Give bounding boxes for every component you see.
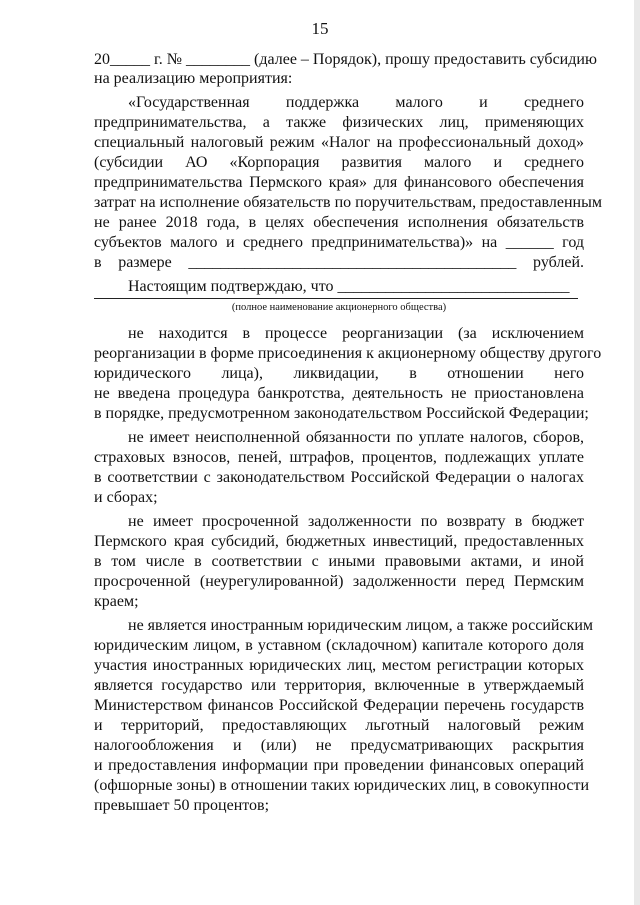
text-line: просроченной (неурегулированной) задолженности перед Пермским xyxy=(94,573,584,590)
text-line: 20_____ г. № ________ (далее – Порядок), прошу предоставить субсидию xyxy=(94,51,597,68)
text-line: не введена процедура банкротства, деятельность не приостановлена xyxy=(94,385,584,402)
signature-line xyxy=(94,298,578,299)
text-line: участия иностранных юридических лиц, местом регистрации которых xyxy=(94,657,584,674)
page-number: 15 xyxy=(311,19,329,38)
text-line: юридического лица), ликвидации, в отношении него xyxy=(94,365,584,382)
text-line: не ранее 2018 года, в целях обеспечения исполнения обязательств xyxy=(94,214,584,231)
text-line: не имеет просроченной задолженности по возврату в бюджет xyxy=(128,513,584,530)
text-line: не является иностранным юридическим лицом, а также российским xyxy=(128,617,594,634)
text-line: страховых взносов, пеней, штрафов, процентов, подлежащих уплате xyxy=(94,449,584,466)
text-line: затрат на исполнение обязательств по поручительствам, предоставленным xyxy=(94,194,602,211)
text-line: (субсидии АО «Корпорация развития малого и среднего xyxy=(94,154,584,171)
text-line: и предоставления информации при проведении финансовых операций xyxy=(94,757,584,774)
text-line: Министерством финансов Российской Федерации перечень государств xyxy=(94,697,584,714)
text-line: в том числе в соответствии с иными правовыми актами, и иной xyxy=(94,553,584,570)
page-edge-shadow xyxy=(634,0,640,905)
text-line: предпринимательства Пермского края» для финансового обеспечения xyxy=(94,174,584,191)
text-line: юридическим лицом, в уставном (складочном) капитале которого доля xyxy=(94,637,584,654)
text-line: Пермского края субсидий, бюджетных инвестиций, предоставленных xyxy=(94,533,584,550)
text-line: налогообложения и (или) не предусматривающих раскрытия xyxy=(94,737,584,754)
text-line: субъектов малого и среднего предпринимательства)» на ______ год xyxy=(94,234,584,251)
text-line: Настоящим подтверждаю, что _____________________________ xyxy=(128,278,570,295)
text-line: в порядке, предусмотренном законодательством Российской Федерации; xyxy=(94,405,589,422)
text-line: на реализацию мероприятия: xyxy=(94,70,293,87)
text-line: превышает 50 процентов; xyxy=(94,797,270,814)
text-line: является государство или территория, включенные в утверждаемый xyxy=(94,677,584,694)
text-line: (офшорные зоны) в отношении таких юридических лиц, в совокупности xyxy=(94,777,590,794)
text-line: предпринимательства, а также физических лиц, применяющих xyxy=(94,114,584,131)
text-line: не имеет неисполненной обязанности по уплате налогов, сборов, xyxy=(128,429,584,446)
text-line: и территорий, предоставляющих льготный налоговый режим xyxy=(94,717,584,734)
text-line: в размере _________________________________________ рублей. xyxy=(94,254,584,271)
text-line: реорганизации в форме присоединения к акционерному обществу другого xyxy=(94,345,602,362)
text-line: не находится в процессе реорганизации (за исключением xyxy=(128,325,584,342)
text-line: специальный налоговый режим «Налог на профессиональный доход» xyxy=(94,134,584,151)
text-line: «Государственная поддержка малого и среднего xyxy=(128,94,584,111)
field-caption: (полное наименование акционерного общества) xyxy=(231,302,447,313)
text-line: и сборах; xyxy=(94,489,158,506)
text-line: в соответствии с законодательством Российской Федерации о налогах xyxy=(94,469,584,486)
text-line: краем; xyxy=(94,593,139,610)
